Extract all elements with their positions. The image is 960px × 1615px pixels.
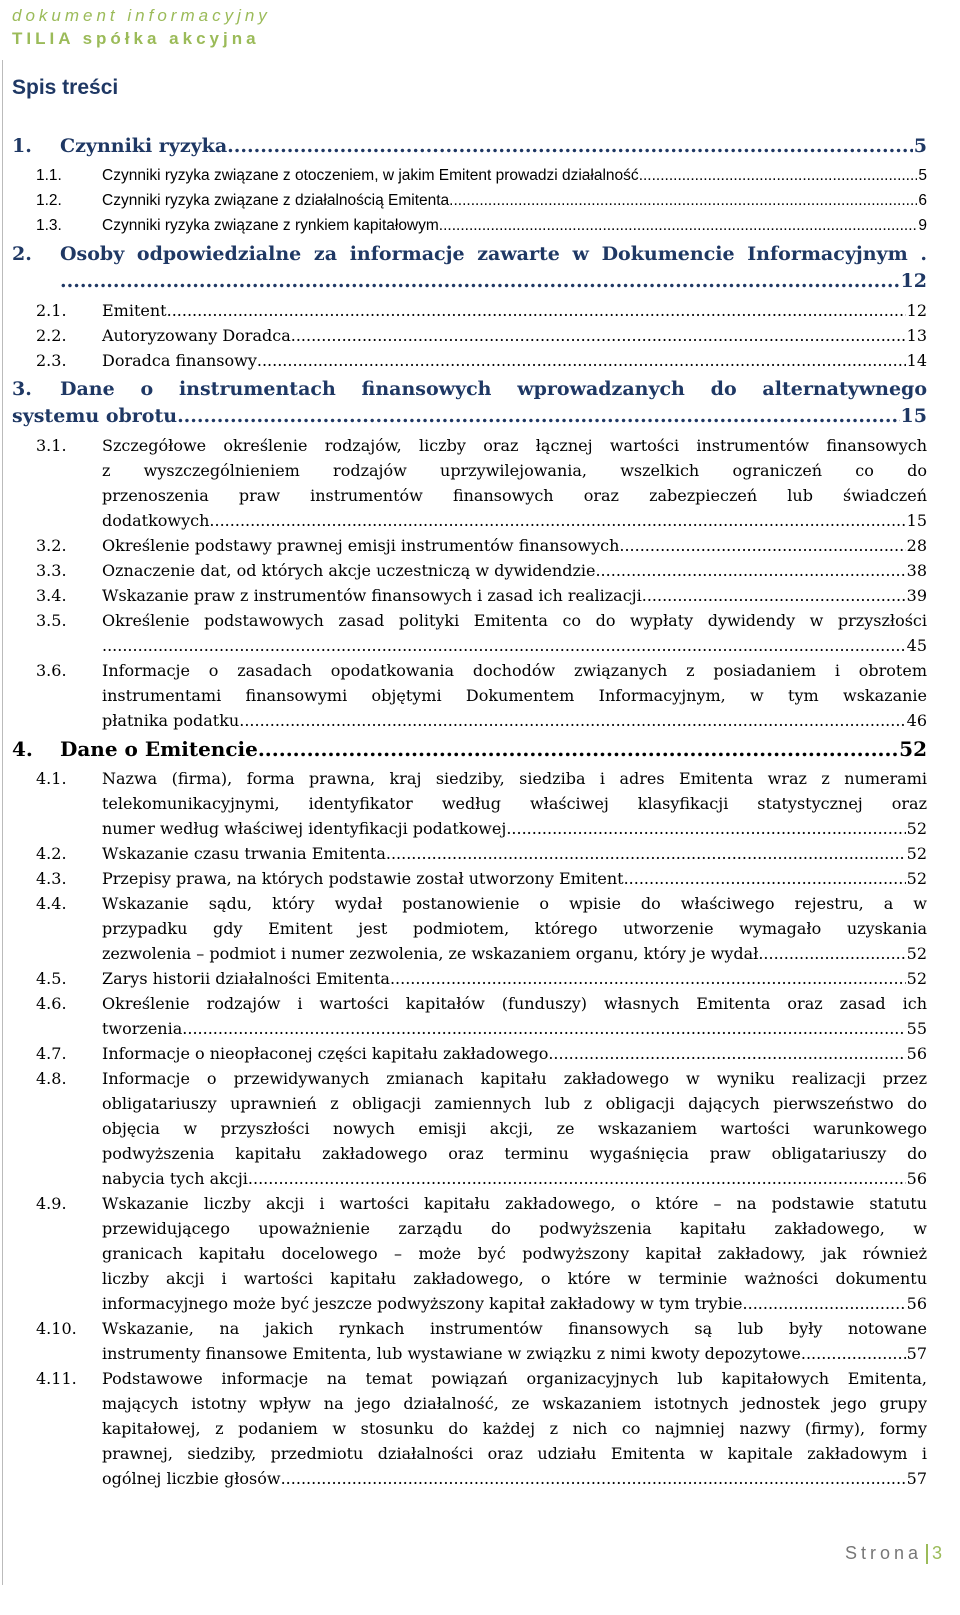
toc-dot-leader — [386, 841, 906, 866]
toc-dot-leader — [390, 966, 906, 991]
toc-dot-leader — [167, 298, 906, 323]
toc-entry-text-line: Wskazanie liczby akcji i wartości kapitału zakładowego, o które – na podstawie statutu — [102, 1194, 927, 1213]
toc-entry-title: Zarys historii działalności Emitenta — [102, 969, 390, 988]
toc-entry[interactable] — [12, 841, 927, 866]
toc-page-number: 38 — [906, 561, 927, 580]
toc-entry-text-line: mających istotny wpływ na jego działalność, ze wskazaniem istotnych jednostek jego grupy — [102, 1394, 927, 1413]
toc-page-number: 52 — [899, 737, 927, 761]
toc-entry-title: Czynniki ryzyka związane z otoczeniem, w jakim Emitent prowadzi działalność — [102, 167, 639, 184]
toc-entry[interactable] — [12, 533, 927, 558]
toc-entry[interactable] — [12, 1191, 927, 1316]
toc-entry[interactable] — [12, 991, 927, 1041]
toc-entry[interactable] — [12, 163, 927, 188]
toc-page-number: 5 — [913, 135, 927, 157]
toc-page-number: 56 — [906, 1294, 927, 1313]
page-footer — [845, 1543, 946, 1564]
toc-entry-number: 2. — [12, 243, 32, 265]
toc-dot-leader — [642, 583, 906, 608]
toc-page-number: 52 — [906, 819, 927, 838]
toc-entry-number: 4. — [12, 737, 33, 761]
toc-entry[interactable] — [12, 966, 927, 991]
toc-entry-number: 4.5. — [36, 969, 67, 988]
toc-entry-number: 3.6. — [36, 661, 67, 680]
toc-entry-text-line: Wskazanie, na jakich rynkach instrumentów finansowych są lub były notowane — [102, 1319, 927, 1338]
toc-dot-leader — [801, 1341, 906, 1366]
toc-entry-number: 4.8. — [36, 1069, 67, 1088]
toc-dot-leader — [248, 1166, 906, 1191]
toc-entry-title: Przepisy prawa, na których podstawie został utworzony Emitent — [102, 869, 624, 888]
toc-entry[interactable] — [12, 376, 927, 430]
toc-entry-text-line: Informacje o zasadach opodatkowania dochodów związanych z posiadaniem i obrotem — [102, 661, 927, 680]
toc-entry-number: 1.1. — [36, 167, 62, 184]
toc-entry-title: nabycia tych akcji — [102, 1169, 248, 1188]
toc-entry[interactable] — [12, 298, 927, 323]
toc-entry-title: Czynniki ryzyka — [60, 135, 228, 157]
toc-entry-number: 4.3. — [36, 869, 67, 888]
toc-page-number: 12 — [900, 270, 927, 292]
toc-entry-number: 3.5. — [36, 611, 67, 630]
toc-page-number: 5 — [918, 167, 927, 184]
toc-entry[interactable] — [12, 891, 927, 966]
toc-dot-leader — [595, 558, 905, 583]
footer-left-rule — [2, 1545, 3, 1585]
toc-entry[interactable] — [12, 583, 927, 608]
toc-dot-leader — [209, 508, 905, 533]
toc-entry[interactable] — [12, 608, 927, 658]
toc-entry-title: Informacje o nieopłaconej części kapitału zakładowego — [102, 1044, 549, 1063]
toc-entry-text-line: przewidującego upoważnienie zarządu do podwyższenia kapitału zakładowego, w — [102, 1219, 927, 1238]
toc-entry-text-line: Szczegółowe określenie rodzajów, liczby oraz łącznej wartości instrumentów finansowych — [102, 436, 927, 455]
toc-page-number: 13 — [906, 326, 927, 345]
toc-page-number: 39 — [906, 586, 927, 605]
header-company-name: TILIA spółka akcyjna — [12, 29, 260, 48]
toc-entry-number: 4.4. — [36, 894, 67, 913]
toc-entry-title: ogólnej liczbie głosów — [102, 1469, 281, 1488]
toc-entry[interactable] — [12, 1316, 927, 1366]
footer-page-number: 3 — [931, 1543, 946, 1563]
toc-page-number: 12 — [906, 301, 927, 320]
toc-entry-number: 2.2. — [36, 326, 67, 345]
toc-entry-text-line: Nazwa (firma), forma prawna, kraj siedziby, siedziba i adres Emitenta wraz z numerami — [102, 769, 927, 788]
toc-entry-number: 3. — [12, 378, 32, 400]
toc-entry-title: dodatkowych — [102, 511, 210, 530]
toc-entry-text-line: podwyższenia kapitału zakładowego oraz terminu wygaśnięcia praw obligatariuszy do — [102, 1144, 927, 1163]
toc-entry-text-line: z wyszczególnieniem rodzajów uprzywilejowania, wszelkich ograniczeń co do — [102, 461, 927, 480]
toc-page-number: 28 — [906, 536, 927, 555]
toc-entry-text-line: telekomunikacyjnymi, identyfikator według właściwej klasyfikacji statystycznej oraz — [102, 794, 927, 813]
toc-entry-text-line: liczby akcji i wartości kapitału zakładowego, o które w terminie ważności dokumentu — [102, 1269, 927, 1288]
toc-entry-title: Oznaczenie dat, od których akcje uczestniczą w dywidendzie — [102, 561, 596, 580]
footer-page-label: Strona — [844, 1543, 922, 1563]
toc-entry[interactable] — [12, 1041, 927, 1066]
toc-entry-text-line: Podstawowe informacje na temat powiązań organizacyjnych lub kapitałowych Emitenta, — [102, 1369, 927, 1388]
toc-entry-number: 4.9. — [36, 1194, 67, 1213]
toc-dot-leader — [258, 736, 898, 763]
toc-entry-title: Wskazanie czasu trwania Emitenta — [102, 844, 386, 863]
toc-entry-title: Dane o Emitencie — [60, 737, 258, 761]
toc-dot-leader — [239, 708, 905, 733]
document-header — [12, 6, 271, 49]
toc-entry-text-line: obligatariuszy uprawnień z obligacji zamiennych lub z obligacji dających pierwszeństwo do — [102, 1094, 927, 1113]
toc-entry[interactable] — [12, 736, 927, 763]
toc-entry-number: 4.2. — [36, 844, 67, 863]
toc-entry-text-line: kapitałowej, z podaniem w stosunku do każdej z nich co najmniej nazwy (firmy), formy — [102, 1419, 927, 1438]
toc-dot-leader — [449, 188, 917, 213]
toc-entry[interactable] — [12, 213, 927, 238]
toc-dot-leader — [257, 348, 906, 373]
toc-dot-leader — [758, 941, 905, 966]
toc-entry-number: 4.6. — [36, 994, 67, 1013]
toc-dot-leader — [506, 816, 905, 841]
toc-page-number: 56 — [906, 1169, 927, 1188]
toc-dot-leader — [281, 1466, 906, 1491]
left-margin-rule — [2, 60, 3, 1545]
toc-page-number: 46 — [906, 711, 927, 730]
toc-entry[interactable] — [12, 133, 927, 160]
toc-page-number: 9 — [918, 217, 927, 234]
toc-entry[interactable] — [12, 241, 927, 295]
toc-entry-title: Czynniki ryzyka związane z rynkiem kapitałowym — [102, 217, 439, 234]
toc-entry-text-line: przenoszenia praw instrumentów finansowych oraz zabezpieczeń lub świadczeń — [102, 486, 927, 505]
toc-entry-number: 3.2. — [36, 536, 67, 555]
toc-entry-number: 2.3. — [36, 351, 67, 370]
toc-page-number: 52 — [906, 869, 927, 888]
table-of-contents — [12, 130, 927, 1491]
toc-entry-number: 3.4. — [36, 586, 67, 605]
toc-dot-leader — [60, 268, 900, 295]
toc-entry-text-line: Dane o instrumentach finansowych wprowadzanych do alternatywnego — [60, 378, 927, 400]
toc-entry-number: 4.7. — [36, 1044, 67, 1063]
toc-entry-number: 4.11. — [36, 1369, 77, 1388]
toc-entry-number: 1. — [12, 135, 32, 157]
toc-page-number: 52 — [906, 844, 927, 863]
toc-entry-text-line: objęcia w przyszłości nowych emisji akcji, ze wskazaniem wartości warunkowego — [102, 1119, 927, 1138]
toc-entry-text-line: granicach kapitału docelowego – może być podwyższony kapitał zakładowy, jak również — [102, 1244, 927, 1263]
toc-title: Spis treści — [12, 76, 119, 99]
toc-entry-title: instrumenty finansowe Emitenta, lub wystawiane w związku z nimi kwoty depozytowe — [102, 1344, 801, 1363]
toc-entry[interactable] — [12, 766, 927, 841]
toc-entry-text-line: Wskazanie sądu, który wydał postanowienie o wpisie do właściwego rejestru, a w — [102, 894, 927, 913]
toc-entry[interactable] — [12, 323, 927, 348]
toc-dot-leader — [639, 163, 918, 188]
toc-page-number: 15 — [900, 405, 927, 427]
toc-page-number: 52 — [906, 969, 927, 988]
toc-entry[interactable] — [12, 866, 927, 891]
toc-entry-title: Wskazanie praw z instrumentów finansowych i zasad ich realizacji — [102, 586, 642, 605]
toc-entry[interactable] — [12, 1066, 927, 1191]
toc-entry-title: systemu obrotu — [12, 405, 178, 427]
toc-page-number: 14 — [906, 351, 927, 370]
toc-entry[interactable] — [12, 433, 927, 533]
toc-page-number: 55 — [906, 1019, 927, 1038]
toc-page-number: 45 — [906, 636, 927, 655]
toc-entry-number: 4.1. — [36, 769, 67, 788]
toc-entry[interactable] — [12, 348, 927, 373]
toc-entry-title: tworzenia — [102, 1019, 183, 1038]
toc-page-number: 15 — [906, 511, 927, 530]
toc-dot-leader — [619, 533, 905, 558]
toc-entry[interactable] — [12, 658, 927, 733]
toc-entry-number: 1.2. — [36, 192, 62, 209]
toc-entry-title: informacyjnego może być jeszcze podwyższony kapitał zakładowy w tym trybie — [102, 1294, 743, 1313]
toc-entry-number: 1.3. — [36, 217, 62, 234]
toc-entry-title: Doradca finansowy — [102, 351, 257, 370]
toc-entry-number: 2.1. — [36, 301, 67, 320]
toc-entry-number: 4.10. — [36, 1319, 77, 1338]
toc-entry-number: 3.1. — [36, 436, 67, 455]
toc-entry-title: Autoryzowany Doradca — [102, 326, 291, 345]
toc-entry-title: zezwolenia – podmiot i numer zezwolenia, ze wskazaniem organu, który je wydał — [102, 944, 759, 963]
toc-page-number: 57 — [906, 1469, 927, 1488]
toc-entry-title: numer według właściwej identyfikacji podatkowej — [102, 819, 507, 838]
toc-dot-leader — [439, 213, 918, 238]
toc-entry-text-line: Określenie rodzajów i wartości kapitałów (funduszy) własnych Emitenta oraz zasad ich — [102, 994, 927, 1013]
toc-entry-text-line: przypadku gdy Emitent jest podmiotem, którego utworzenie wymagało uzyskania — [102, 919, 927, 938]
toc-entry-text-line: instrumentami finansowymi objętymi Dokumentem Informacyjnym, w tym wskazanie — [102, 686, 927, 705]
toc-dot-leader — [743, 1291, 906, 1316]
toc-entry-number: 3.3. — [36, 561, 67, 580]
toc-entry-title: płatnika podatku — [102, 711, 240, 730]
header-doc-type: dokument informacyjny — [12, 6, 271, 25]
toc-dot-leader — [548, 1041, 905, 1066]
toc-entry-title: Określenie podstawy prawnej emisji instrumentów finansowych — [102, 536, 620, 555]
toc-dot-leader — [102, 633, 906, 658]
toc-dot-leader — [227, 133, 913, 160]
footer-divider — [926, 1544, 928, 1564]
toc-entry-title: Czynniki ryzyka związane z działalnością Emitenta — [102, 192, 450, 209]
toc-entry-text-line: prawnej, siedziby, przedmiotu działalności oraz udziału Emitenta w kapitale zakładowym i — [102, 1444, 927, 1463]
toc-page-number: 52 — [906, 944, 927, 963]
toc-entry-text-line: Informacje o przewidywanych zmianach kapitału zakładowego w wyniku realizacji przez — [102, 1069, 927, 1088]
toc-page-number: 56 — [906, 1044, 927, 1063]
toc-entry[interactable] — [12, 558, 927, 583]
toc-page-number: 57 — [906, 1344, 927, 1363]
toc-dot-leader — [182, 1016, 905, 1041]
toc-entry-text-line: Określenie podstawowych zasad polityki Emitenta co do wypłaty dywidendy w przyszłości — [102, 611, 927, 630]
toc-entry-text-line: Osoby odpowiedzialne za informacje zawarte w Dokumencie Informacyjnym . — [60, 243, 927, 265]
toc-page-number: 6 — [918, 192, 927, 209]
toc-dot-leader — [291, 323, 906, 348]
toc-entry-title: Emitent — [102, 301, 167, 320]
toc-dot-leader — [624, 866, 906, 891]
toc-entry[interactable] — [12, 188, 927, 213]
toc-dot-leader — [177, 403, 899, 430]
toc-entry[interactable] — [12, 1366, 927, 1491]
